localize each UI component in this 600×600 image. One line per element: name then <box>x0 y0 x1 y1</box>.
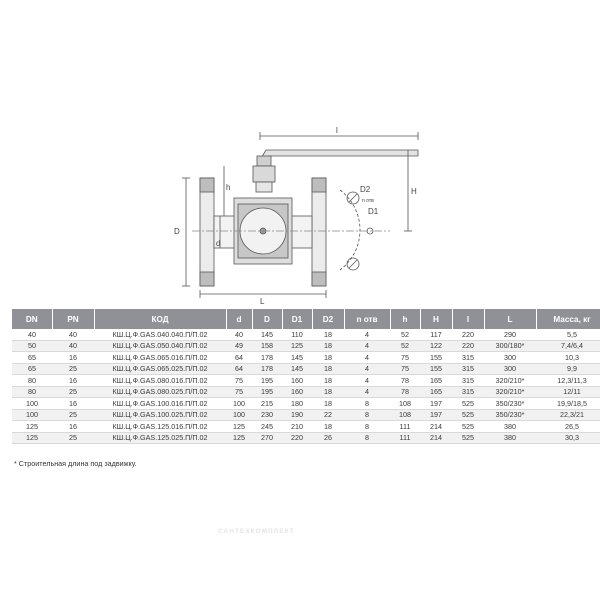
table-cell: 12,3/11,3 <box>536 375 600 387</box>
table-cell: 300 <box>484 352 536 364</box>
table-cell: 100 <box>226 398 252 410</box>
table-cell: КШ.Ц.Ф.GAS.050.040.П/П.02 <box>94 340 226 352</box>
table-cell: 197 <box>420 398 452 410</box>
table-cell: 22,3/21 <box>536 409 600 421</box>
table-cell: 125 <box>282 340 312 352</box>
table-header-cell: h <box>390 309 420 329</box>
table-header-cell: D1 <box>282 309 312 329</box>
table-cell: 190 <box>282 409 312 421</box>
table-cell: 25 <box>52 386 94 398</box>
table-cell: 16 <box>52 375 94 387</box>
table-header-cell: n отв <box>344 309 390 329</box>
table-cell: 220 <box>282 432 312 444</box>
table-cell: 4 <box>344 386 390 398</box>
table-cell: 8 <box>344 421 390 433</box>
table-cell: 165 <box>420 375 452 387</box>
table-cell: 100 <box>12 409 52 421</box>
table-cell: 75 <box>226 375 252 387</box>
table-cell: 18 <box>312 375 344 387</box>
table-row <box>12 432 600 444</box>
table-cell: 16 <box>52 421 94 433</box>
table-cell: 214 <box>420 432 452 444</box>
table-header-cell: D2 <box>312 309 344 329</box>
table-cell: 16 <box>52 352 94 364</box>
table-cell: 525 <box>452 432 484 444</box>
dim-H: H <box>411 187 417 196</box>
table-row <box>12 329 600 340</box>
table-cell: 220 <box>452 329 484 340</box>
table-cell: 18 <box>312 340 344 352</box>
table-cell: 52 <box>390 329 420 340</box>
dim-D2: D2 <box>360 185 371 194</box>
table-cell: 7,4/6,4 <box>536 340 600 352</box>
table-cell: 525 <box>452 421 484 433</box>
table-cell: 40 <box>52 340 94 352</box>
table-cell: 110 <box>282 329 312 340</box>
table-cell: 64 <box>226 363 252 375</box>
table-row <box>12 421 600 433</box>
table-cell: КШ.Ц.Ф.GAS.125.016.П/П.02 <box>94 421 226 433</box>
table-cell: 145 <box>282 352 312 364</box>
table-cell: 155 <box>420 352 452 364</box>
table-cell: 18 <box>312 352 344 364</box>
table-cell: 8 <box>344 409 390 421</box>
table-cell: 75 <box>226 386 252 398</box>
table-cell: 16 <box>52 398 94 410</box>
table-row <box>12 398 600 410</box>
table-header-row <box>12 309 600 329</box>
table-cell: 380 <box>484 421 536 433</box>
table-cell: 300/180* <box>484 340 536 352</box>
table-cell: 315 <box>452 386 484 398</box>
table-cell: 215 <box>252 398 282 410</box>
table-cell: КШ.Ц.Ф.GAS.065.025.П/П.02 <box>94 363 226 375</box>
table-header-cell: КОД <box>94 309 226 329</box>
table-cell: 195 <box>252 386 282 398</box>
table-cell: 25 <box>52 432 94 444</box>
table-cell: 64 <box>226 352 252 364</box>
table-cell: 165 <box>420 386 452 398</box>
watermark: САНТЕХКОМПЛЕКТ <box>218 528 295 535</box>
table-cell: 50 <box>12 340 52 352</box>
table-cell: 117 <box>420 329 452 340</box>
table-header-cell: d <box>226 309 252 329</box>
table-cell: 108 <box>390 398 420 410</box>
table-cell: 49 <box>226 340 252 352</box>
table-cell: 111 <box>390 421 420 433</box>
footnote: * Строительная длина под задвижку. <box>14 459 137 468</box>
table-cell: 125 <box>12 421 52 433</box>
table-cell: 210 <box>282 421 312 433</box>
table-cell: 80 <box>12 386 52 398</box>
table-cell: 25 <box>52 363 94 375</box>
dim-L: L <box>260 297 265 306</box>
table-cell: 160 <box>282 375 312 387</box>
table-cell: КШ.Ц.Ф.GAS.080.025.П/П.02 <box>94 386 226 398</box>
table-cell: 300 <box>484 363 536 375</box>
table-cell: 108 <box>390 409 420 421</box>
table-cell: 65 <box>12 352 52 364</box>
table-cell: КШ.Ц.Ф.GAS.100.025.П/П.02 <box>94 409 226 421</box>
table-header-cell: D <box>252 309 282 329</box>
table-cell: 26,5 <box>536 421 600 433</box>
table-cell: 220 <box>452 340 484 352</box>
table-cell: 125 <box>226 432 252 444</box>
table-cell: 178 <box>252 352 282 364</box>
table-cell: 125 <box>226 421 252 433</box>
table-cell: 320/210* <box>484 375 536 387</box>
table-cell: 100 <box>12 398 52 410</box>
table-cell: 4 <box>344 363 390 375</box>
dim-h: h <box>226 183 231 192</box>
table-cell: 145 <box>282 363 312 375</box>
table-cell: КШ.Ц.Ф.GAS.080.016.П/П.02 <box>94 375 226 387</box>
table-cell: 214 <box>420 421 452 433</box>
table-cell: 380 <box>484 432 536 444</box>
table-cell: 525 <box>452 409 484 421</box>
table-cell: 75 <box>390 363 420 375</box>
table-header-cell: Масса, кг <box>536 309 600 329</box>
dim-n-otv: n отв <box>362 198 374 204</box>
table-cell: 78 <box>390 386 420 398</box>
table-row <box>12 375 600 387</box>
table-cell: 350/230* <box>484 398 536 410</box>
table-cell: 111 <box>390 432 420 444</box>
table-cell: 315 <box>452 375 484 387</box>
table-cell: 25 <box>52 409 94 421</box>
table-cell: 350/230* <box>484 409 536 421</box>
table-cell: 40 <box>12 329 52 340</box>
table-cell: 158 <box>252 340 282 352</box>
table-cell: 19,9/18,5 <box>536 398 600 410</box>
table-cell: 125 <box>12 432 52 444</box>
dim-D: D <box>174 227 180 236</box>
table-cell: 4 <box>344 352 390 364</box>
table-cell: 4 <box>344 375 390 387</box>
table-row <box>12 340 600 352</box>
table-cell: 100 <box>226 409 252 421</box>
table-cell: 52 <box>390 340 420 352</box>
table-header-cell: l <box>452 309 484 329</box>
table-cell: 4 <box>344 329 390 340</box>
table-cell: 18 <box>312 421 344 433</box>
table-cell: 40 <box>226 329 252 340</box>
table-cell: 26 <box>312 432 344 444</box>
specification-table <box>12 309 600 444</box>
table-cell: 75 <box>390 352 420 364</box>
table-row <box>12 386 600 398</box>
dim-d: d <box>216 239 221 248</box>
table-cell: КШ.Ц.Ф.GAS.040.040.П/П.02 <box>94 329 226 340</box>
table-cell: КШ.Ц.Ф.GAS.100.016.П/П.02 <box>94 398 226 410</box>
dim-l: l <box>336 126 338 135</box>
table-cell: 290 <box>484 329 536 340</box>
table-cell: 10,3 <box>536 352 600 364</box>
table-cell: 78 <box>390 375 420 387</box>
table-cell: 12/11 <box>536 386 600 398</box>
table-cell: 315 <box>452 363 484 375</box>
table-header-cell: PN <box>52 309 94 329</box>
table-cell: КШ.Ц.Ф.GAS.065.016.П/П.02 <box>94 352 226 364</box>
table-cell: 230 <box>252 409 282 421</box>
table-cell: 18 <box>312 329 344 340</box>
table-cell: 155 <box>420 363 452 375</box>
table-cell: 18 <box>312 386 344 398</box>
table-header-cell: H <box>420 309 452 329</box>
table-cell: 315 <box>452 352 484 364</box>
table-header-cell: DN <box>12 309 52 329</box>
table-cell: 145 <box>252 329 282 340</box>
table-cell: 180 <box>282 398 312 410</box>
table-cell: 320/210* <box>484 386 536 398</box>
table-cell: 197 <box>420 409 452 421</box>
table-cell: 8 <box>344 398 390 410</box>
table-cell: 22 <box>312 409 344 421</box>
table-cell: 9,9 <box>536 363 600 375</box>
table-row <box>12 363 600 375</box>
table-cell: 4 <box>344 340 390 352</box>
table-row <box>12 409 600 421</box>
table-cell: 18 <box>312 398 344 410</box>
table-cell: 178 <box>252 363 282 375</box>
table-cell: 160 <box>282 386 312 398</box>
table-cell: 30,3 <box>536 432 600 444</box>
table-cell: 40 <box>52 329 94 340</box>
dim-D1: D1 <box>368 207 379 216</box>
table-cell: 18 <box>312 363 344 375</box>
table-header-cell: L <box>484 309 536 329</box>
table-cell: 270 <box>252 432 282 444</box>
table-cell: 80 <box>12 375 52 387</box>
table-cell: 525 <box>452 398 484 410</box>
table-row <box>12 352 600 364</box>
table-cell: 245 <box>252 421 282 433</box>
table-cell: КШ.Ц.Ф.GAS.125.025.П/П.02 <box>94 432 226 444</box>
table-cell: 65 <box>12 363 52 375</box>
table-cell: 122 <box>420 340 452 352</box>
table-cell: 5,5 <box>536 329 600 340</box>
valve-drawing <box>160 120 460 310</box>
table-cell: 195 <box>252 375 282 387</box>
table-cell: 8 <box>344 432 390 444</box>
